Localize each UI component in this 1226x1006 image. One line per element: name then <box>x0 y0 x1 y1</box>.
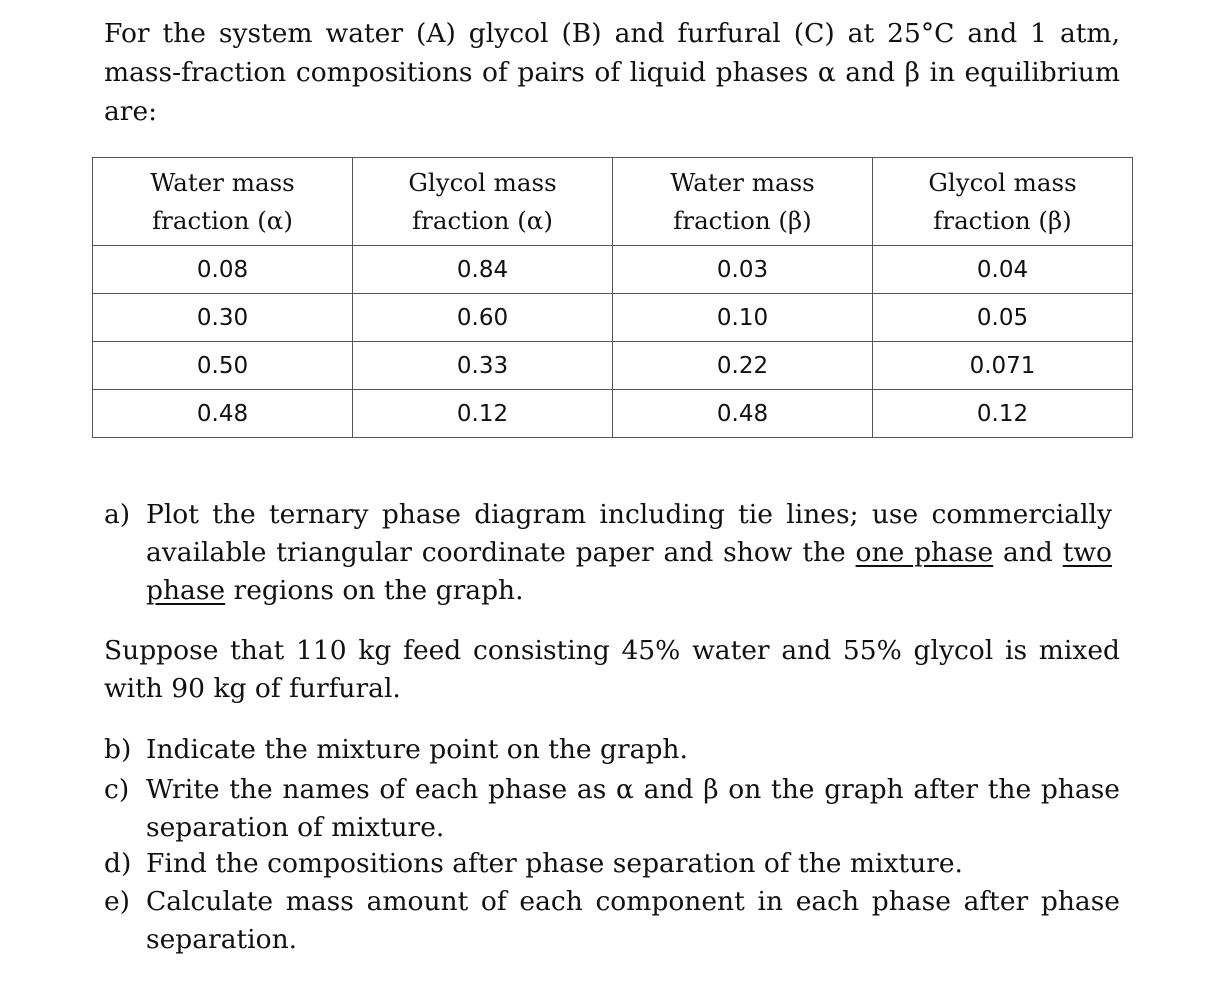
question-text: Find the compositions after phase separation of the mixture. <box>146 848 963 879</box>
header-line: fraction (β) <box>933 205 1072 235</box>
table-cell: 0.071 <box>873 342 1133 390</box>
table-cell: 0.03 <box>613 246 873 294</box>
question-a <box>104 496 1112 610</box>
table-header-row <box>93 158 1133 246</box>
table-cell: 0.30 <box>93 294 353 342</box>
header-glycol-beta <box>873 158 1133 246</box>
question-text: Write the names of each phase as α and β on the graph after the phase separation of mixture. <box>146 774 1120 843</box>
table-cell: 0.12 <box>353 390 613 438</box>
question-c <box>104 771 1120 847</box>
question-a-text-after: regions on the graph. <box>225 575 524 606</box>
header-line: fraction (α) <box>412 205 553 235</box>
header-glycol-alpha <box>353 158 613 246</box>
header-water-beta <box>613 158 873 246</box>
table-cell: 0.10 <box>613 294 873 342</box>
question-a-text-before: Plot the ternary phase diagram including tie lines; use commercially available triangular coordinate paper and show the <box>146 499 1112 568</box>
question-letter: c) <box>104 774 130 805</box>
table-cell: 0.05 <box>873 294 1133 342</box>
table-cell: 0.12 <box>873 390 1133 438</box>
header-line: Water mass <box>150 167 295 197</box>
header-line: Glycol mass <box>928 167 1077 197</box>
question-letter: b) <box>104 734 132 765</box>
table-cell: 0.60 <box>353 294 613 342</box>
table-cell: 0.04 <box>873 246 1133 294</box>
question-b <box>104 731 1120 769</box>
question-text: Indicate the mixture point on the graph. <box>146 734 688 765</box>
table-cell: 0.08 <box>93 246 353 294</box>
feed-paragraph: Suppose that 110 kg feed consisting 45% water and 55% glycol is mixed with 90 kg of furfural. <box>104 635 1120 704</box>
header-line: Glycol mass <box>408 167 557 197</box>
table-row <box>93 390 1133 438</box>
one-phase-underlined: one phase <box>855 537 994 568</box>
table-cell: 0.84 <box>353 246 613 294</box>
table-row <box>93 294 1133 342</box>
question-e <box>104 883 1120 959</box>
table-row <box>93 342 1133 390</box>
table-cell: 0.50 <box>93 342 353 390</box>
question-d <box>104 845 1120 883</box>
table-cell: 0.48 <box>613 390 873 438</box>
two-phase-underlined: two phase <box>146 537 1112 606</box>
question-text: Calculate mass amount of each component in each phase after phase separation. <box>146 886 1120 955</box>
table-row <box>93 246 1133 294</box>
question-text <box>146 496 1112 610</box>
question-letter: a) <box>104 499 131 530</box>
header-water-alpha <box>93 158 353 246</box>
header-line: fraction (α) <box>152 205 293 235</box>
table-cell: 0.22 <box>613 342 873 390</box>
question-letter: e) <box>104 886 131 917</box>
header-line: Water mass <box>670 167 815 197</box>
table-cell: 0.33 <box>353 342 613 390</box>
header-line: fraction (β) <box>673 205 812 235</box>
question-letter: d) <box>104 848 132 879</box>
problem-intro: For the system water (A) glycol (B) and furfural (C) at 25°C and 1 atm, mass-fraction compositions of pairs of liquid phases α and β in equilibrium are: <box>104 18 1120 127</box>
equilibrium-table <box>92 157 1133 438</box>
question-a-text-mid: and <box>993 537 1063 568</box>
table-cell: 0.48 <box>93 390 353 438</box>
